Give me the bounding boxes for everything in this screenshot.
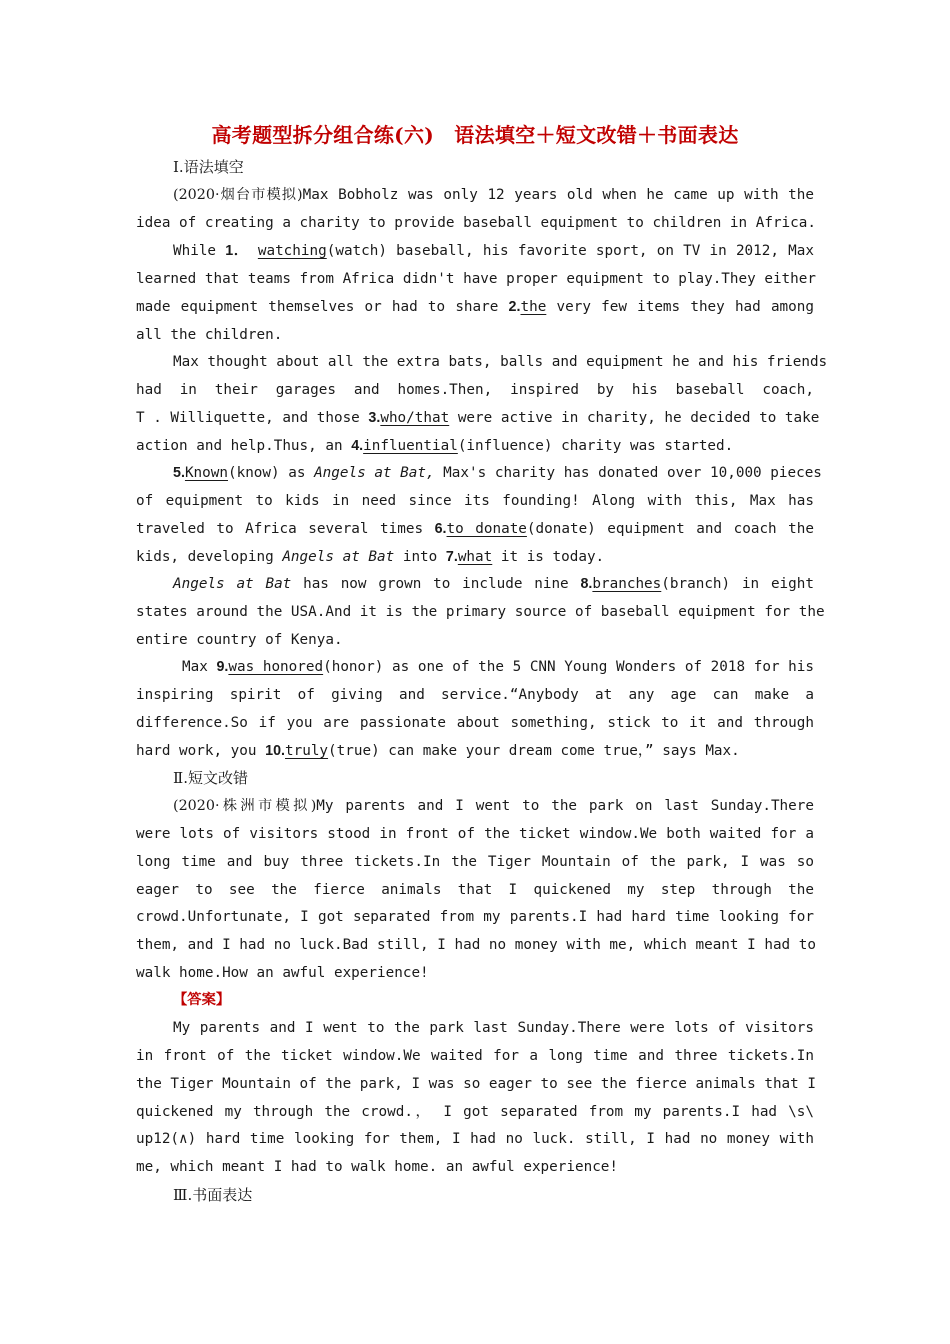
passage-line: (2020·烟台市模拟)Max Bobholz was only 12 years old when he came up with the: [173, 187, 814, 203]
page-title: 高考题型拆分组合练(六) 语法填空＋短文改错＋书面表达: [211, 123, 739, 147]
blank-number: 4.: [351, 438, 364, 454]
section-heading-writing: Ⅲ.书面表达: [173, 1186, 253, 1204]
blank-number: 7.: [445, 549, 458, 565]
passage-line: inspiring spirit of giving and service.“Anybody at any age can make a: [136, 687, 814, 703]
answer-blank: branches: [592, 576, 662, 592]
passage-line: action and help.Thus, an 4.influential(influence) charity was started.: [136, 438, 734, 454]
answer-line: quickened my through the crowd.， I got separated from my parents.I had \s\: [136, 1104, 814, 1120]
passage-line: Angels at Bat has now grown to include nine 8.branches(branch) in eight: [173, 576, 814, 592]
blank-number: 5.: [173, 465, 185, 481]
blank-number: 9.: [216, 659, 229, 675]
passage-line: T . Williquette, and those 3.who/that were active in charity, he decided to take: [136, 410, 820, 426]
answer-blank: truly: [285, 743, 329, 759]
passage-line: (2020·株洲市模拟)My parents and I went to the park on last Sunday.There: [173, 798, 814, 814]
passage-line: had in their garages and homes.Then, inspired by his baseball coach,: [136, 382, 814, 398]
passage-line: hard work, you 10.truly(true) can make your dream come true，” says Max.: [136, 743, 740, 759]
passage-line: idea of creating a charity to provide baseball equipment to children in Africa.: [136, 215, 816, 231]
passage-line: learned that teams from Africa didn't have proper equipment to play.They either: [136, 271, 816, 287]
passage-line: walk home.How an awful experience!: [136, 965, 429, 981]
passage-line: 5.Known(know) as Angels at Bat, Max's charity has donated over 10,000 pieces: [173, 465, 822, 481]
passage-line: all the children.: [136, 327, 283, 343]
passage-line: crowd.Unfortunate, I got separated from my parents.I had hard time looking for: [136, 909, 814, 925]
passage-line: Max thought about all the extra bats, balls and equipment he and his friends: [173, 354, 828, 370]
answer-line: in front of the ticket window.We waited for a long time and three tickets.In: [136, 1048, 814, 1064]
answer-blank: the: [520, 299, 547, 315]
answer-line: the Tiger Mountain of the park, I was so eager to see the fierce animals that I: [136, 1076, 816, 1092]
answer-blank: watching: [257, 243, 327, 259]
passage-line: difference.So if you are passionate about something, stick to it and through: [136, 715, 814, 731]
answer-blank: was honored: [228, 659, 324, 675]
passage-line: them, and I had no luck.Bad still, I had no money with me, which meant I had to: [136, 937, 816, 953]
passage-line: Max 9.was honored(honor) as one of the 5 CNN Young Wonders of 2018 for his: [182, 659, 815, 675]
passage-line: of equipment to kids in need since its founding! Along with this, Max has: [136, 493, 814, 509]
answer-blank: who/that: [380, 410, 450, 426]
passage-line: made equipment themselves or had to share 2.the very few items they had among: [136, 299, 814, 315]
passage-line: entire country of Kenya.: [136, 632, 343, 648]
passage-line: traveled to Africa several times 6.to donate(donate) equipment and coach the: [136, 521, 814, 537]
answer-blank: what: [457, 549, 493, 565]
section-heading-error-correction: Ⅱ.短文改错: [173, 769, 248, 787]
source-note: (2020·株洲市模拟): [173, 798, 317, 814]
passage-line: were lots of visitors stood in front of the ticket window.We both waited for a: [136, 826, 814, 842]
blank-number: 10.: [265, 743, 285, 759]
passage-line: long time and buy three tickets.In the Tiger Mountain of the park, I was so: [136, 854, 814, 870]
source-note: (2020·烟台市模拟): [173, 187, 303, 203]
blank-number: 1．: [225, 243, 249, 259]
answer-blank: influential: [363, 438, 458, 454]
passage-line: While 1． watching(watch) baseball, his favorite sport, on TV in 2012, Max: [173, 243, 814, 259]
answer-line: me, which meant I had to walk home. an awful experience!: [136, 1159, 619, 1175]
passage-line: eager to see the fierce animals that I quickened my step through the: [136, 882, 814, 898]
answer-line: My parents and I went to the park last Sunday.There were lots of visitors: [173, 1020, 814, 1036]
blank-number: 6.: [434, 521, 447, 537]
passage-line: kids, developing Angels at Bat into 7.what it is today.: [136, 549, 605, 565]
section-heading-grammar: Ⅰ.语法填空: [173, 158, 244, 176]
answer-line: up12(∧) hard time looking for them, I had no luck. still, I had no money with: [136, 1131, 814, 1147]
answer-blank: to donate: [446, 521, 527, 537]
answer-blank: Known: [184, 465, 228, 481]
blank-number: 2.: [508, 299, 521, 315]
passage-line: states around the USA.And it is the primary source of baseball equipment for the: [136, 604, 825, 620]
blank-number: 3.: [368, 410, 381, 426]
answer-label: 【答案】: [173, 992, 231, 1008]
blank-number: 8.: [580, 576, 593, 592]
